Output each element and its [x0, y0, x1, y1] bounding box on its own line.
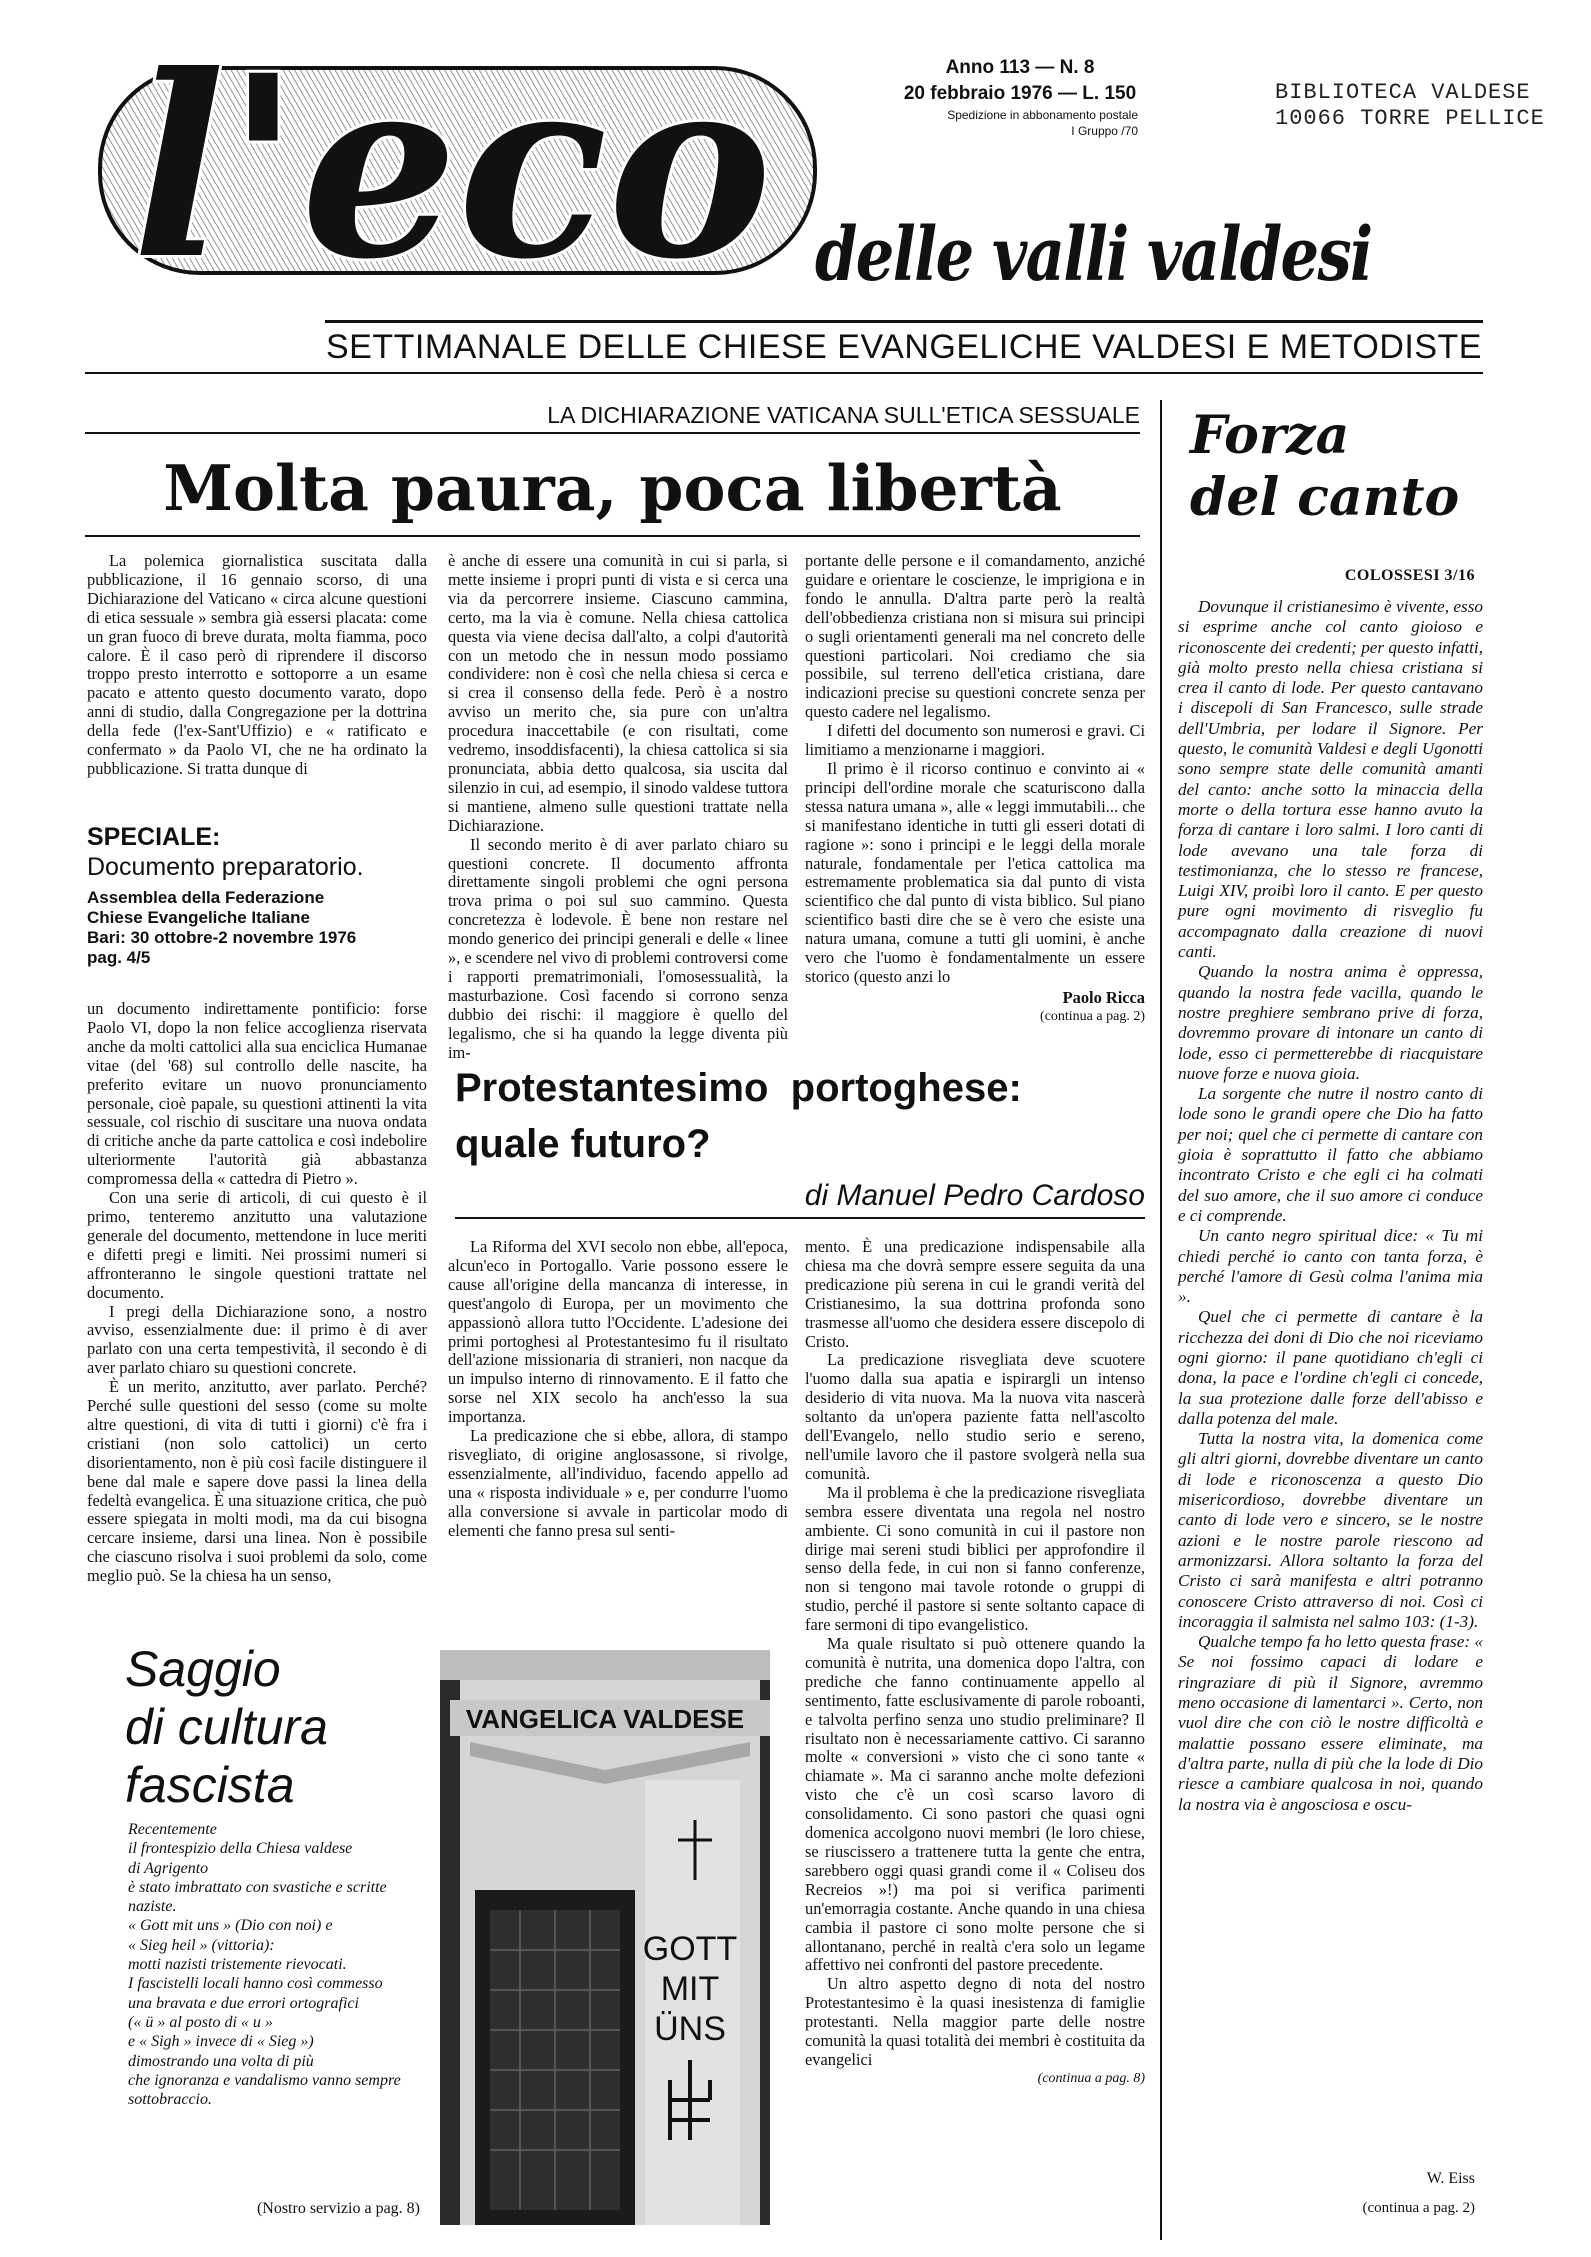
saggio-line: è stato imbrattato con svastiche e scritte: [128, 1878, 387, 1896]
portugal-author: di Manuel Pedro Cardoso: [804, 1179, 1145, 1212]
paragraph: La polemica giornalistica suscitata dalla pubblicazione, il 16 gennaio scorso, di una Dichiarazione del Vaticano « circa alcune questioni di etica sessuale » sembra già essersi placata: come un gran fuoco di breve durata, molta fiamma, poco calore. È il caso però di riprendere il discorso troppo presto interrotto e sottoporre a un esame pacato e attento questo documento varato, dopo anni di studio, dalla Congregazione per la dottrina della fede (l'ex-Sant'Uffizio) e « ratificato e confermato » da Paolo VI, che ne ha ordinato la pubblicazione. Si tratta dunque di: [87, 551, 427, 778]
saggio-title: [125, 1640, 328, 1814]
library-stamp: [1275, 80, 1545, 132]
paragraph: Quel che ci permette di cantare è la ricchezza dei doni di Dio che noi riceviamo ogni giorno: il pane quotidiano ch'egli ci dona, la pace e l'ordine ch'egli ci concede, la sua protezione dalle forze dell'abisso e dalla potenza del male.: [1178, 1307, 1483, 1428]
paragraph: I difetti del documento son numerosi e gravi. Ci limitiamo a menzionarne i maggiori.: [805, 721, 1145, 760]
saggio-line: il frontespizio della Chiesa valdese: [128, 1840, 353, 1858]
saggio-title-line: di cultura: [125, 1699, 328, 1755]
paragraph: Qualche tempo fa ho letto questa frase: « Se noi fossimo capaci di lodare e ringraziare di più il Signore, avremmo meno occasione di lamentarci ». Certo, non vuol dire che con ciò le nostre difficoltà e malattie possano essere eliminate, ma d'altra parte, nulla di più che la lode di Dio riesce a cambiare qualcosa in noi, quando la nostra via è angosciosa e oscu-: [1178, 1632, 1483, 1814]
speciale-details: [87, 888, 427, 968]
logo-graphic: [92, 60, 827, 280]
saggio-title-line: fascista: [125, 1757, 295, 1813]
saggio-line: « Sieg heil » (vittoria):: [128, 1936, 275, 1954]
portugal-title: [455, 1060, 1155, 1172]
paragraph: un documento indirettamente pontificio: forse Paolo VI, dopo la non felice accoglienza riservata anche da molti cattolici alla sua enciclica Humanae vitae (del '68) sul controllo delle nascite, ha preferito evitare un nuovo pronunciamento personale, cioè papale, su questioni attinenti la vita sessuale, col rischio di suscitare una nuova ondata di critiche anche da parte cattolica e così indebolire ulteriormente l'autorità già abbastanza compromessa della « cattedra di Pietro ».: [87, 999, 427, 1189]
saggio-line: naziste.: [128, 1898, 177, 1916]
paragraph: portante delle persone e il comandamento, anziché guidare e orientare le coscienze, le imprigiona e in fondo le annulla. D'altra parte però la realtà dell'obbedienza cristiana non si misura sui principi o sugli orientamenti generali ma nel concreto delle questioni particolari. Noi crediamo che sia possibile, sul terreno dell'etica cristiana, dare indicazioni precise su questioni concrete senza per questo cadere nel legalismo.: [805, 551, 1145, 722]
postal-line2: I Gruppo /70: [1071, 124, 1138, 138]
forza-body: [1178, 597, 1483, 1815]
paragraph: I pregi della Dichiarazione sono, a nostro avviso, essenzialmente due: il primo è di aver parlato con una certa tempestività, il secondo è di aver parlato chiaro su questioni concrete.: [87, 1301, 427, 1378]
paragraph: Ma il problema è che la predicazione risvegliata sembra essere diventata una regola nel nostro ambiente. Ci sono comunità in cui il pastore non dirige mai sereni studi biblici per approfondire il senso della fede, in cui non si fanno conferenze, non si tengono mai tavole rotonde o gruppi di studio, perché il pastore si sente soltanto capace di fare sermoni di tipo evangelistico.: [805, 1482, 1145, 1635]
forza-reference: COLOSSESI 3/16: [1344, 567, 1475, 584]
lead-kicker: LA DICHIARAZIONE VATICANA SULL'ETICA SESSUALE: [547, 402, 1140, 428]
paragraph: mento. È una predicazione indispensabile alla chiesa ma che dovrà sempre essere seguita da una predicazione più serena in cui le grandi verità del Cristianesimo, la sua dottrina profonda sono trasmesse all'uomo che desidera essere discepolo di Cristo.: [805, 1237, 1145, 1351]
saggio-line: (« ü » al posto di « u »: [128, 2013, 273, 2031]
column-divider: [1160, 400, 1162, 2240]
speciale-line: Bari: 30 ottobre-2 novembre 1976: [87, 928, 357, 947]
saggio-line: Recentemente: [128, 1821, 217, 1838]
saggio-line: che ignoranza e vandalismo vanno sempre: [128, 2071, 401, 2089]
saggio-line: di Agrigento: [128, 1859, 209, 1877]
speciale-line: Chiese Evangeliche Italiane: [87, 908, 310, 927]
paragraph: Dovunque il cristianesimo è vivente, esso si esprime anche col canto gioioso e riconoscente dei credenti; per questo infatti, già molto presto nella chiesa cristiana si crea il canto di lode. Per questo cantavano i discepoli di San Francesco, sulle strade dell'Umbria, per lodare il Signore. Per questo, le comunità Valdesi e degli Ugonotti sono sempre state delle comunità amanti del canto: anche sotto la minaccia della morte o della tortura esse hanno avuto la forza di cantare i loro salmi. I loro canti di lode avevano una tale forza di testimonianza, che lo stesso re francese, Luigi XIV, proibì loro il canto. E per questo pure ogni movimento di risveglio fu accompagnato dalla creazione di nuovi canti.: [1178, 597, 1483, 962]
paragraph: Ma quale risultato si può ottenere quando la comunità è nutrita, una domenica dopo l'altra, con prediche che fanno continuamente appello al sentimento, fatte esclusivamente di parole roboanti, e talvolta perfino senza uno studio preliminare? Il risultato non è necessariamente cattivo. Ci saranno molte « conversioni » visto che ci sono tante « chiamate ». Ma ci saranno anche molte defezioni visto che c'è un così scarso lavoro di consolidamento. Ci sono pastori che quasi ogni domenica accolgono nuovi membri (le loro chiese, se riuscissero a trattenere tutta la gente che entra, sarebbero oggi quasi grandi come il « Coliseu dos Recreios »!) ma poi si verifica parimenti un'emorragia costante. Anche quando in una chiesa cambia il pastore ci sono molte persone che si allontanano, perché in realtà c'era solo un legame affettivo nei confronti del pastore precedente.: [805, 1634, 1145, 1975]
divider: [85, 432, 1140, 434]
graffiti-text: MIT: [660, 1970, 720, 2008]
saggio-line: sottobraccio.: [128, 2091, 212, 2109]
church-facade-photo: [440, 1650, 770, 2225]
graffiti-text: ÜNS: [654, 2010, 726, 2048]
stamp-line1: BIBLIOTECA VALDESE: [1275, 80, 1531, 105]
postal-line1: Spedizione in abbonamento postale: [947, 108, 1138, 122]
lead-headline: Molta paura, poca libertà: [163, 451, 1062, 525]
masthead-logo: [92, 60, 827, 280]
issue-info: [880, 55, 1160, 139]
forza-continued: (continua a pag. 2): [1362, 2200, 1475, 2216]
divider: [455, 1217, 1145, 1219]
speciale-heading: SPECIALE:: [87, 823, 221, 851]
divider: [85, 372, 1483, 374]
masthead-subtitle: delle valli valdesi: [815, 212, 1372, 298]
lead-column-1b: [87, 1000, 427, 1586]
masthead-tagline: SETTIMANALE DELLE CHIESE EVANGELICHE VALDESI E METODISTE: [326, 328, 1482, 366]
paragraph: La predicazione risvegliata deve scuotere l'uomo dalla sua apatia e ispirargli un intenso desiderio di vita nuova. Ma la nuova vita nascerà soltanto da un'opera paziente fatta nell'ascolto dell'Evangelo, nello studio serio e sereno, nell'umile lavoro che il pastore svolgerà nella sua comunità.: [805, 1350, 1145, 1483]
divider: [325, 320, 1483, 323]
portugal-continued: (continua a pag. 8): [1037, 2070, 1145, 2086]
paragraph: La predicazione che si ebbe, allora, di stampo risvegliato, di origine anglosassone, si rivolge, essenzialmente, all'individuo, facendo appello ad una « risposta individuale » e, per condurre l'uomo alla conversione si avvale in particolar modo di elementi che fanno presa sul senti-: [448, 1426, 788, 1540]
issue-number: Anno 113 — N. 8: [945, 57, 1095, 78]
logo-text: l'eco: [132, 60, 772, 280]
saggio-line: una bravata e due errori ortografici: [128, 1994, 359, 2012]
lead-column-3: [805, 552, 1145, 1027]
paragraph: Un canto negro spiritual dice: « Tu mi chiedi perché io canto con tanta forza, è perché l'amore di Gesù colma l'anima mia ».: [1178, 1226, 1483, 1307]
saggio-line: « Gott mit uns » (Dio con noi) e: [128, 1917, 333, 1935]
paragraph: Il secondo merito è di aver parlato chiaro su questioni concrete. Il documento affronta direttamente singoli problemi che ogni persona trova prima o poi sul suo cammino. Questa concretezza è lodevole. È bene non restare nel mondo generico dei principi generali e delle « linee », e scendere nel vivo di problemi controversi come i rapporti prematrimoniali, l'omosessualità, la masturbazione. Così facendo si corrono senza dubbio dei rischi: il maggiore è quello del legalismo, che si ha quando la legge diventa più im-: [448, 834, 788, 1062]
paragraph: La Riforma del XVI secolo non ebbe, all'epoca, alcun'eco in Portogallo. Varie possono essere le cause all'origine della mancanza di interesse, in quest'angolo di Europa, per un movimento che appassionò allora tutto l'Occidente. L'adesione dei primi portoghesi al Protestantesimo fu il risultato dell'azione missionaria di stranieri, non nacque da un impulso interno di rinnovamento. E il fatto che sorse nel XIX secolo ha anch'esso la sua importanza.: [448, 1237, 788, 1427]
lead-column-2: [448, 552, 788, 1062]
divider: [85, 535, 1140, 537]
forza-title: [1190, 405, 1459, 529]
speciale-box: [87, 822, 427, 968]
forza-signature: W. Eiss: [1426, 2170, 1475, 2187]
stamp-line2: 10066 TORRE PELLICE: [1275, 106, 1545, 131]
portugal-title-line1: Protestantesimo portoghese:: [455, 1066, 1022, 1110]
issue-date-price: 20 febbraio 1976 — L. 150: [903, 83, 1137, 104]
paragraph: Tutta la nostra vita, la domenica come gli altri giorni, dovrebbe diventare un canto di lode e riconoscenza a questo Dio misericordioso, dovrebbe diventare un canto di lode vero e sincero, se le nostre azioni e le nostre parole riescono ad armonizzarsi. Allora soltanto la forza del Cristo ci sarà manifesta e altri potranno conoscere Cristo attraverso di noi. Così ci incoraggia il salmista nel salmo 103: (1-3).: [1178, 1429, 1483, 1631]
paragraph: La sorgente che nutre il nostro canto di lode sono le grandi opere che Dio ha fatto per noi; quel che ci permette di cantare con gioia è soprattutto il fatto che abbiamo incontrato Cristo e che egli ci ha colmati del suo amore, che il suo amore ci conduce e ci comprende.: [1178, 1084, 1483, 1225]
lead-column-1a: [87, 552, 427, 779]
saggio-line: e « Sigh » invece di « Sieg »): [128, 2033, 314, 2051]
saggio-line: I fascistelli locali hanno così commesso: [128, 1975, 383, 1993]
forza-title-line1: Forza: [1190, 405, 1350, 466]
speciale-line: Assemblea della Federazione: [87, 888, 325, 907]
speciale-subheading: Documento preparatorio.: [87, 853, 364, 881]
graffiti-text: GOTT: [642, 1930, 738, 1968]
lead-continued: (continua a pag. 2): [1040, 1008, 1145, 1024]
portugal-title-line2: quale futuro?: [455, 1122, 711, 1166]
paragraph: è anche di essere una comunità in cui si parla, si mette insieme i propri punti di vista e si cerca una via da percorrere insieme. Ciascuno cammina, certo, ma la via è comune. Nella chiesa cattolica questa via viene decisa dall'alto, a colpi d'autorità con un metodo che in nessun modo possiamo condividere: non è così che nella chiesa si cerca e si crea il consenso della fede. Però è a nostro avviso un merito che, sia pure con un'altra procedura inaccettabile (e con risultati, come vedremo, insoddisfacenti), la chiesa cattolica si sia pronunciata, abbia detto qualcosa, sia uscita dal silenzio in cui, ad esempio, il sinodo valdese tuttora si mantiene, almeno sulle questioni trattate nella Dichiarazione.: [448, 551, 788, 835]
portugal-column-1: [448, 1238, 788, 1541]
speciale-line: pag. 4/5: [87, 948, 151, 967]
lead-signature: Paolo Ricca: [1062, 987, 1145, 1007]
photo-graphic: [440, 1650, 770, 2225]
photo-sign-text: VANGELICA VALDESE: [465, 1704, 745, 1734]
forza-title-line2: del canto: [1190, 467, 1460, 528]
saggio-credit: (Nostro servizio a pag. 8): [256, 2200, 420, 2217]
saggio-line: motti nazisti tristemente rievocati.: [128, 1956, 347, 1974]
portugal-column-2: [805, 1238, 1145, 2089]
paragraph: È un merito, anzitutto, aver parlato. Perché? Perché sulle questioni del sesso (come su molte altre questioni, di vita di tutti i giorni) c'è fra i cristiani (non solo cattolici) un certo disorientamento, non è più così facile distinguere il bene dal male e sapere dove passi la linea della fedeltà evangelica. È una situazione critica, che può essere spiegata in molti modi, ma da cui bisogna cercare insieme, darsi una linea. Non è possibile che ciascuno risolva i suoi problemi da solo, come meglio può. Se la chiesa ha un senso,: [87, 1377, 427, 1586]
saggio-text: [128, 1820, 418, 2109]
paragraph: Il primo è il ricorso continuo e convinto ai « principi dell'ordine morale che scaturiscono dalla stessa natura umana », alle « leggi immutabili... che si manifestano identiche in tutti gli esseri dotati di ragione »: sono i principi e le leggi della morale naturale, fondamentale per l'etica cattolica ma estremamente problematica sia dal punto di vista scientifico che dal punto di vista biblico. Sul piano scientifico basti dire che se è vero che esiste una natura umana, comune a tutti gli uomini, è anche vero che l'uomo è fondamentalmente un essere storico (questo anzi lo: [805, 758, 1145, 986]
saggio-line: dimostrando una volta di più: [128, 2052, 314, 2070]
paragraph: Con una serie di articoli, di cui questo è il primo, tenteremo anzitutto una valutazione generale del documento, mettendone in luce meriti e difetti pregi e limiti. Nei prossimi numeri si affronteranno le singole questioni trattate nel documento.: [87, 1188, 427, 1302]
saggio-title-line: Saggio: [125, 1641, 281, 1697]
paragraph: Quando la nostra anima è oppressa, quando la nostra fede vacilla, quando le nostre preghiere sembrano prive di forza, dovremmo provare di intonare un canto di lode, esso ci permetterebbe di riacquistare nuove forze e nuova gioia.: [1178, 962, 1483, 1083]
paragraph: Un altro aspetto degno di nota del nostro Protestantesimo è la quasi inesistenza di famiglie protestanti. Nella maggior parte delle nostre comunità la quasi totalità dei membri è costituita da evangelici: [805, 1974, 1145, 2069]
